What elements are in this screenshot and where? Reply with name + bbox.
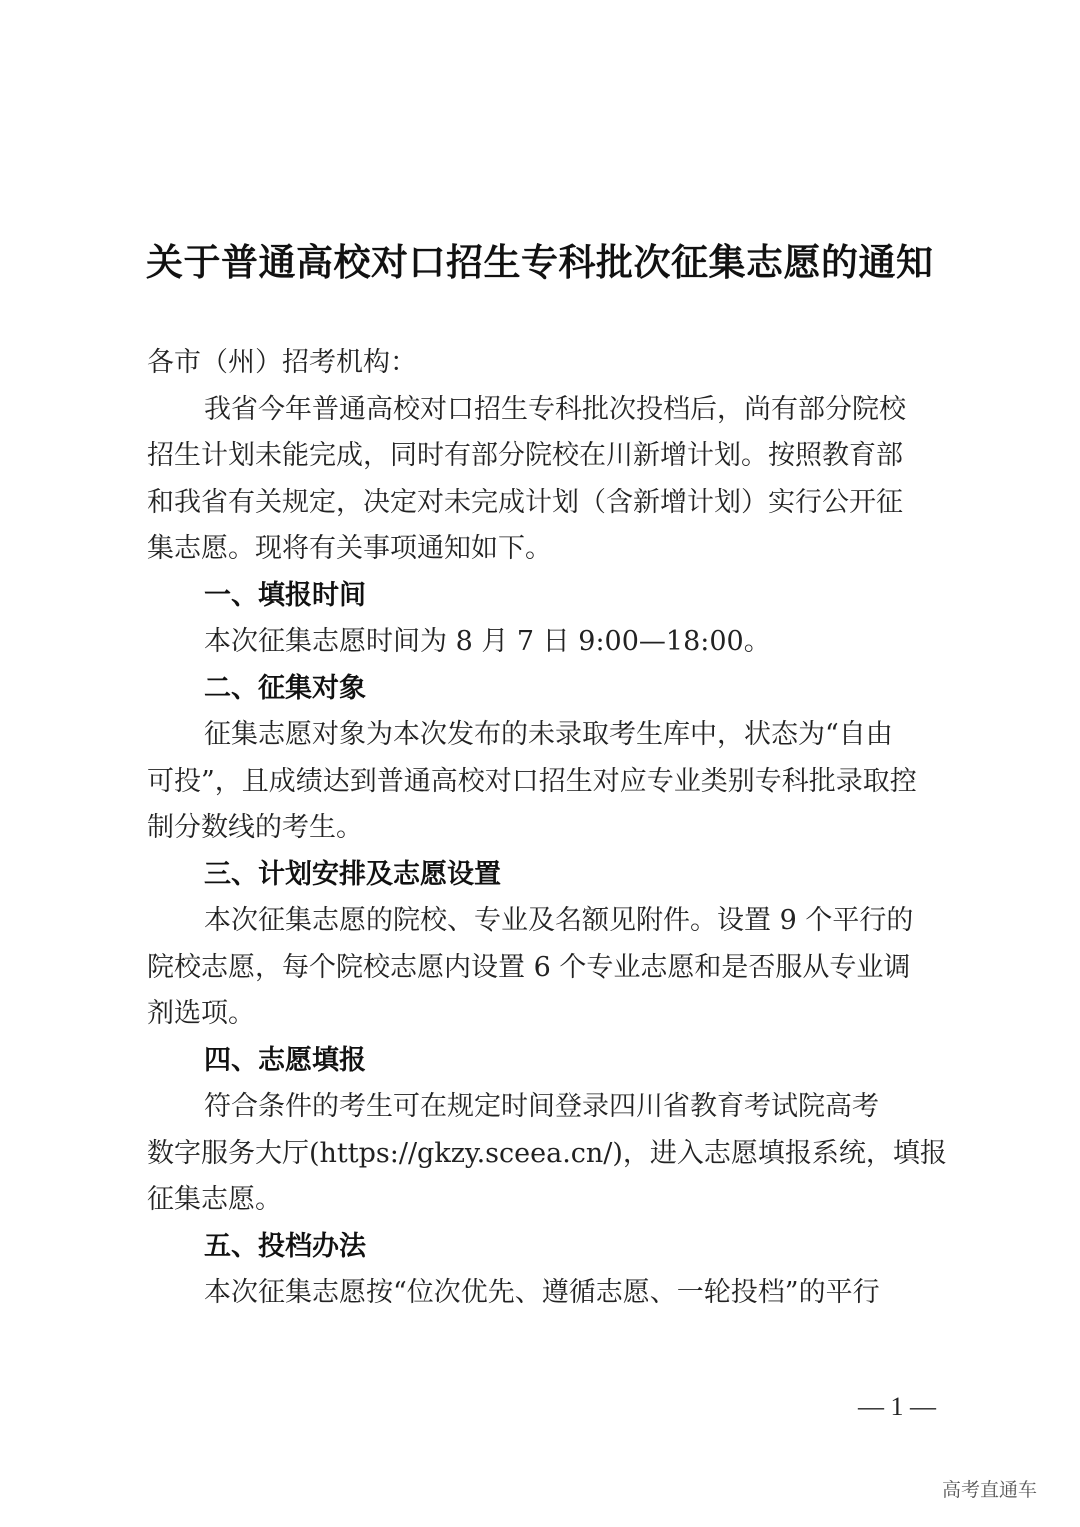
section-line: 制分数线的考生。 [147,812,363,843]
section-line: 征集志愿对象为本次发布的未录取考生库中，状态为“自由 [204,719,893,750]
section-line: 本次征集志愿的院校、专业及名额见附件。设置 9 个平行的 [204,905,914,936]
salutation: 各市（州）招考机构： [147,347,417,378]
section-line: 院校志愿，每个院校志愿内设置 6 个专业志愿和是否服从专业调 [147,951,911,983]
section-heading-2: 二、征集对象 [204,672,366,704]
section-line: 符合条件的考生可在规定时间登录四川省教育考试院高考 [204,1091,879,1122]
intro-line: 和我省有关规定，决定对未完成计划（含新增计划）实行公开征 [147,486,903,518]
section-line: 可投”，且成绩达到普通高校对口招生对应专业类别专科批录取控 [147,765,917,797]
section-line: 本次征集志愿时间为 8 月 7 日 9:00—18:00。 [204,626,771,657]
intro-line: 招生计划未能完成，同时有部分院校在川新增计划。按照教育部 [147,440,903,471]
intro-line: 集志愿。现将有关事项通知如下。 [147,533,552,564]
document-title: 关于普通高校对口招生专科批次征集志愿的通知 [146,240,934,284]
section-line: 本次征集志愿按“位次优先、遵循志愿、一轮投档”的平行 [204,1277,880,1308]
section-line: 剂选项。 [147,998,255,1029]
watermark: 高考直通车 [942,1479,1038,1501]
section-line-with-link: 数字服务大厅(https://gkzy.sceea.cn/)，进入志愿填报系统，填报 [147,1137,947,1169]
section-heading-5: 五、投档办法 [204,1230,366,1262]
section-heading-1: 一、填报时间 [204,579,366,611]
document-body [147,340,947,1317]
section-line: 征集志愿。 [147,1184,282,1215]
section-heading-3: 三、计划安排及志愿设置 [204,858,501,890]
page-number: — 1 — [858,1392,936,1421]
intro-line: 我省今年普通高校对口招生专科批次投档后，尚有部分院校 [204,393,906,425]
section-heading-4: 四、志愿填报 [204,1044,366,1076]
